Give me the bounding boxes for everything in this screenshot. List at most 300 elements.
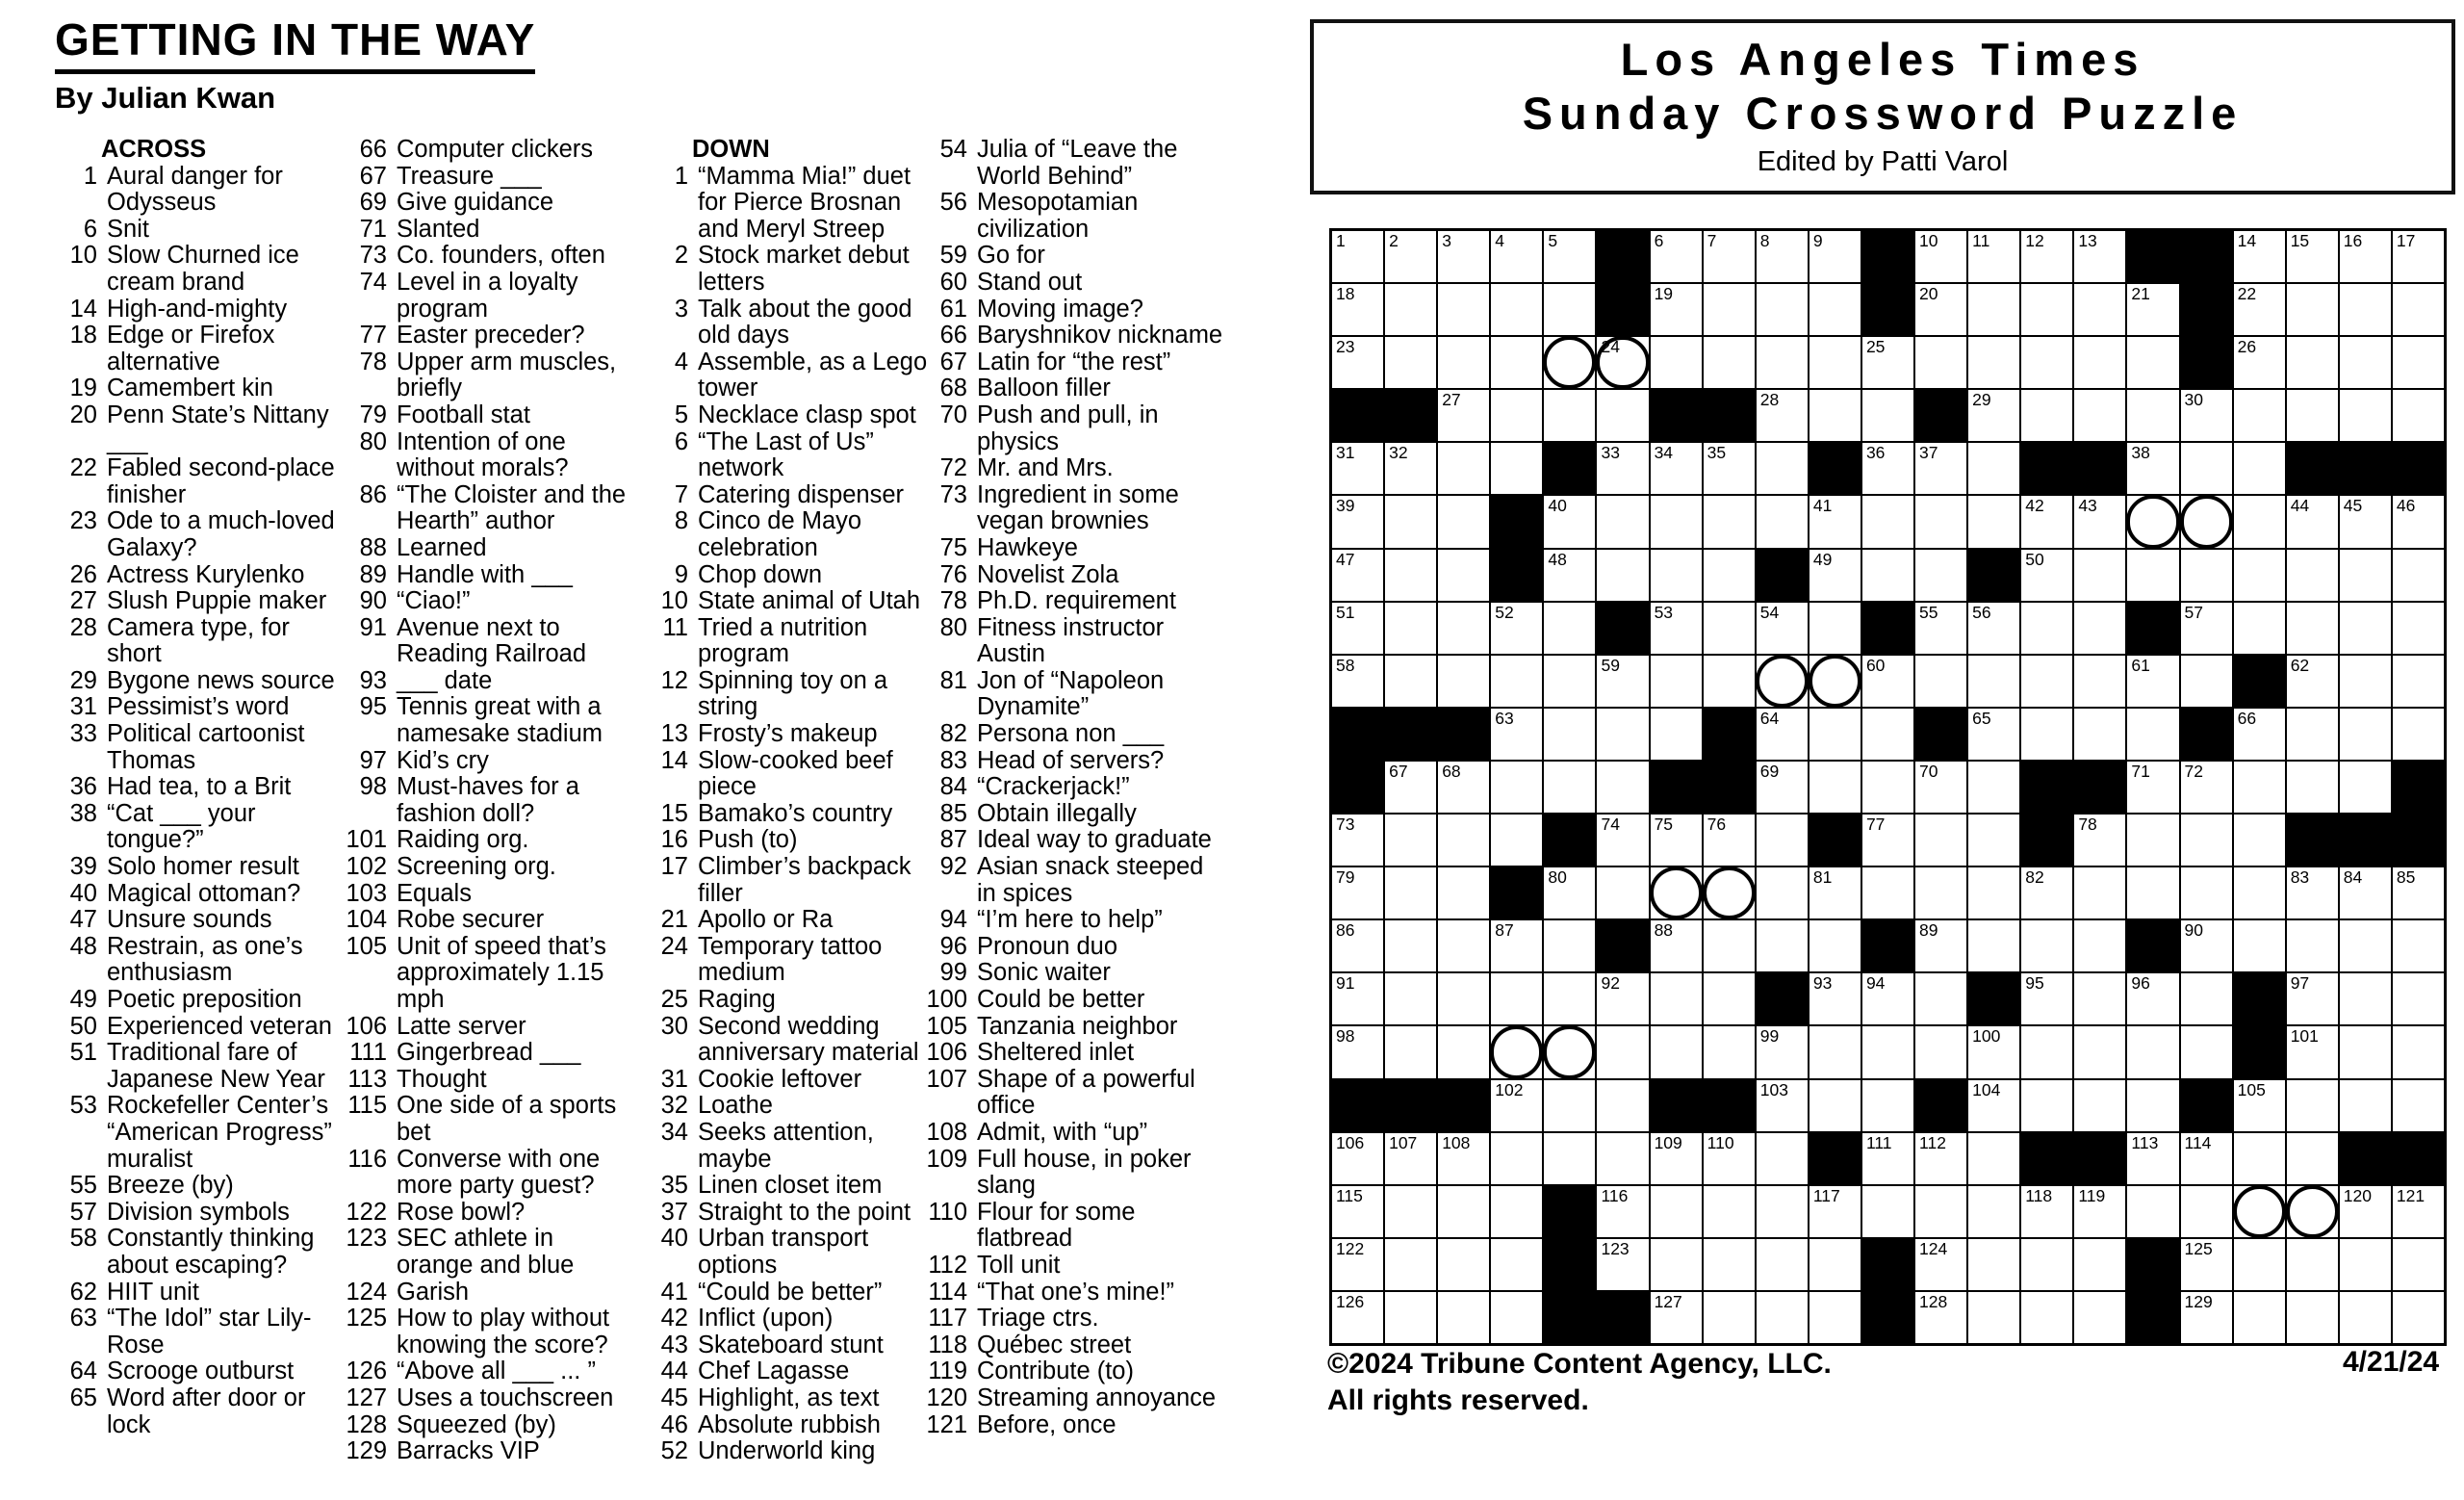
grid-cell-r3c3[interactable]: [1438, 337, 1489, 388]
grid-cell-r8c13[interactable]: [1968, 603, 2019, 654]
grid-cell-r12c11[interactable]: [1862, 815, 1913, 866]
grid-cell-r1c10[interactable]: [1810, 231, 1861, 282]
grid-cell-r15c6[interactable]: [1597, 973, 1648, 1024]
grid-cell-r6c14[interactable]: [2021, 496, 2072, 547]
grid-cell-r18c8[interactable]: [1704, 1133, 1755, 1184]
grid-cell-r11c11[interactable]: [1862, 762, 1913, 813]
grid-cell-r9c15[interactable]: [2074, 656, 2125, 707]
grid-cell-r21c9[interactable]: [1757, 1292, 1808, 1343]
grid-cell-r6c12[interactable]: [1915, 496, 1966, 547]
grid-cell-r4c6[interactable]: [1597, 390, 1648, 441]
grid-cell-r11c12[interactable]: [1915, 762, 1966, 813]
grid-cell-r1c18[interactable]: [2234, 231, 2285, 282]
grid-cell-r7c1[interactable]: [1332, 550, 1383, 601]
grid-cell-r14c12[interactable]: [1915, 920, 1966, 971]
grid-cell-r3c12[interactable]: [1915, 337, 1966, 388]
grid-cell-r4c21[interactable]: [2393, 390, 2444, 441]
grid-cell-r19c12[interactable]: [1915, 1186, 1966, 1237]
grid-cell-r16c15[interactable]: [2074, 1026, 2125, 1077]
grid-cell-r5c9[interactable]: [1757, 443, 1808, 494]
grid-cell-r17c21[interactable]: [2393, 1080, 2444, 1131]
grid-cell-r9c5[interactable]: [1544, 656, 1595, 707]
grid-cell-r20c10[interactable]: [1810, 1239, 1861, 1290]
grid-cell-r10c9[interactable]: [1757, 709, 1808, 760]
grid-cell-r17c4[interactable]: [1491, 1080, 1542, 1131]
grid-cell-r1c14[interactable]: [2021, 231, 2072, 282]
grid-cell-r7c3[interactable]: [1438, 550, 1489, 601]
grid-cell-r10c7[interactable]: [1651, 709, 1702, 760]
grid-cell-r13c19[interactable]: [2287, 867, 2338, 918]
grid-cell-r7c6[interactable]: [1597, 550, 1648, 601]
grid-cell-r4c5[interactable]: [1544, 390, 1595, 441]
grid-cell-r6c19[interactable]: [2287, 496, 2338, 547]
grid-cell-r6c5[interactable]: [1544, 496, 1595, 547]
grid-cell-r11c18[interactable]: [2234, 762, 2285, 813]
grid-cell-r5c2[interactable]: [1385, 443, 1436, 494]
grid-cell-r4c17[interactable]: [2181, 390, 2232, 441]
grid-cell-r17c19[interactable]: [2287, 1080, 2338, 1131]
grid-cell-r13c13[interactable]: [1968, 867, 2019, 918]
grid-cell-r18c18[interactable]: [2234, 1133, 2285, 1184]
grid-cell-r15c8[interactable]: [1704, 973, 1755, 1024]
grid-cell-r1c7[interactable]: [1651, 231, 1702, 282]
grid-cell-r12c8[interactable]: [1704, 815, 1755, 866]
grid-cell-r1c3[interactable]: [1438, 231, 1489, 282]
grid-cell-r18c5[interactable]: [1544, 1133, 1595, 1184]
grid-cell-r13c18[interactable]: [2234, 867, 2285, 918]
grid-cell-r9c14[interactable]: [2021, 656, 2072, 707]
grid-cell-r20c3[interactable]: [1438, 1239, 1489, 1290]
grid-cell-r4c19[interactable]: [2287, 390, 2338, 441]
grid-cell-r21c4[interactable]: [1491, 1292, 1542, 1343]
grid-cell-r13c20[interactable]: [2340, 867, 2391, 918]
grid-cell-r2c2[interactable]: [1385, 284, 1436, 335]
grid-cell-r8c15[interactable]: [2074, 603, 2125, 654]
grid-cell-r12c12[interactable]: [1915, 815, 1966, 866]
grid-cell-r13c12[interactable]: [1915, 867, 1966, 918]
grid-cell-r13c10[interactable]: [1810, 867, 1861, 918]
grid-cell-r21c17[interactable]: [2181, 1292, 2232, 1343]
grid-cell-r9c12[interactable]: [1915, 656, 1966, 707]
grid-cell-r14c5[interactable]: [1544, 920, 1595, 971]
grid-cell-r13c3[interactable]: [1438, 867, 1489, 918]
grid-cell-r5c6[interactable]: [1597, 443, 1648, 494]
grid-cell-r14c21[interactable]: [2393, 920, 2444, 971]
grid-cell-r19c2[interactable]: [1385, 1186, 1436, 1237]
grid-cell-r21c7[interactable]: [1651, 1292, 1702, 1343]
grid-cell-r18c9[interactable]: [1757, 1133, 1808, 1184]
grid-cell-r16c11[interactable]: [1862, 1026, 1913, 1077]
grid-cell-r7c17[interactable]: [2181, 550, 2232, 601]
grid-cell-r13c11[interactable]: [1862, 867, 1913, 918]
grid-cell-r3c21[interactable]: [2393, 337, 2444, 388]
grid-cell-r5c18[interactable]: [2234, 443, 2285, 494]
grid-cell-r3c14[interactable]: [2021, 337, 2072, 388]
grid-cell-r7c10[interactable]: [1810, 550, 1861, 601]
grid-cell-r1c5[interactable]: [1544, 231, 1595, 282]
grid-cell-r10c6[interactable]: [1597, 709, 1648, 760]
grid-cell-r19c4[interactable]: [1491, 1186, 1542, 1237]
grid-cell-r19c1[interactable]: [1332, 1186, 1383, 1237]
grid-cell-r19c17[interactable]: [2181, 1186, 2232, 1237]
grid-cell-r13c2[interactable]: [1385, 867, 1436, 918]
grid-cell-r8c19[interactable]: [2287, 603, 2338, 654]
grid-cell-r9c19[interactable]: [2287, 656, 2338, 707]
grid-cell-r6c6[interactable]: [1597, 496, 1648, 547]
grid-cell-r17c5[interactable]: [1544, 1080, 1595, 1131]
grid-cell-r2c9[interactable]: [1757, 284, 1808, 335]
grid-cell-r14c19[interactable]: [2287, 920, 2338, 971]
grid-cell-r7c11[interactable]: [1862, 550, 1913, 601]
grid-cell-r2c19[interactable]: [2287, 284, 2338, 335]
grid-cell-r12c7[interactable]: [1651, 815, 1702, 866]
grid-cell-r16c13[interactable]: [1968, 1026, 2019, 1077]
grid-cell-r1c20[interactable]: [2340, 231, 2391, 282]
grid-cell-r18c19[interactable]: [2287, 1133, 2338, 1184]
grid-cell-r10c18[interactable]: [2234, 709, 2285, 760]
grid-cell-r16c7[interactable]: [1651, 1026, 1702, 1077]
grid-cell-r14c3[interactable]: [1438, 920, 1489, 971]
grid-cell-r20c1[interactable]: [1332, 1239, 1383, 1290]
grid-cell-r3c19[interactable]: [2287, 337, 2338, 388]
grid-cell-r8c9[interactable]: [1757, 603, 1808, 654]
grid-cell-r9c4[interactable]: [1491, 656, 1542, 707]
grid-cell-r9c2[interactable]: [1385, 656, 1436, 707]
grid-cell-r8c7[interactable]: [1651, 603, 1702, 654]
grid-cell-r16c19[interactable]: [2287, 1026, 2338, 1077]
grid-cell-r14c1[interactable]: [1332, 920, 1383, 971]
grid-cell-r13c1[interactable]: [1332, 867, 1383, 918]
grid-cell-r1c21[interactable]: [2393, 231, 2444, 282]
grid-cell-r6c8[interactable]: [1704, 496, 1755, 547]
grid-cell-r12c2[interactable]: [1385, 815, 1436, 866]
grid-cell-r16c9[interactable]: [1757, 1026, 1808, 1077]
grid-cell-r10c10[interactable]: [1810, 709, 1861, 760]
grid-cell-r10c11[interactable]: [1862, 709, 1913, 760]
grid-cell-r8c18[interactable]: [2234, 603, 2285, 654]
grid-cell-r4c18[interactable]: [2234, 390, 2285, 441]
grid-cell-r3c1[interactable]: [1332, 337, 1383, 388]
grid-cell-r11c5[interactable]: [1544, 762, 1595, 813]
grid-cell-r13c15[interactable]: [2074, 867, 2125, 918]
grid-cell-r19c6[interactable]: [1597, 1186, 1648, 1237]
grid-cell-r21c8[interactable]: [1704, 1292, 1755, 1343]
grid-cell-r2c5[interactable]: [1544, 284, 1595, 335]
grid-cell-r15c4[interactable]: [1491, 973, 1542, 1024]
grid-cell-r6c18[interactable]: [2234, 496, 2285, 547]
grid-cell-r19c11[interactable]: [1862, 1186, 1913, 1237]
grid-cell-r6c3[interactable]: [1438, 496, 1489, 547]
grid-cell-r2c15[interactable]: [2074, 284, 2125, 335]
grid-cell-r19c10[interactable]: [1810, 1186, 1861, 1237]
grid-cell-r16c3[interactable]: [1438, 1026, 1489, 1077]
grid-cell-r16c6[interactable]: [1597, 1026, 1648, 1077]
grid-cell-r20c17[interactable]: [2181, 1239, 2232, 1290]
grid-cell-r10c4[interactable]: [1491, 709, 1542, 760]
grid-cell-r3c8[interactable]: [1704, 337, 1755, 388]
grid-cell-r9c11[interactable]: [1862, 656, 1913, 707]
grid-cell-r6c10[interactable]: [1810, 496, 1861, 547]
grid-cell-r17c14[interactable]: [2021, 1080, 2072, 1131]
grid-cell-r12c3[interactable]: [1438, 815, 1489, 866]
grid-cell-r1c15[interactable]: [2074, 231, 2125, 282]
grid-cell-r16c14[interactable]: [2021, 1026, 2072, 1077]
grid-cell-r20c4[interactable]: [1491, 1239, 1542, 1290]
grid-cell-r7c12[interactable]: [1915, 550, 1966, 601]
grid-cell-r21c13[interactable]: [1968, 1292, 2019, 1343]
grid-cell-r14c10[interactable]: [1810, 920, 1861, 971]
grid-cell-r7c19[interactable]: [2287, 550, 2338, 601]
grid-cell-r6c15[interactable]: [2074, 496, 2125, 547]
grid-cell-r1c13[interactable]: [1968, 231, 2019, 282]
grid-cell-r3c13[interactable]: [1968, 337, 2019, 388]
grid-cell-r8c5[interactable]: [1544, 603, 1595, 654]
grid-cell-r17c11[interactable]: [1862, 1080, 1913, 1131]
grid-cell-r8c8[interactable]: [1704, 603, 1755, 654]
grid-cell-r2c8[interactable]: [1704, 284, 1755, 335]
grid-cell-r15c3[interactable]: [1438, 973, 1489, 1024]
grid-cell-r2c7[interactable]: [1651, 284, 1702, 335]
grid-cell-r16c1[interactable]: [1332, 1026, 1383, 1077]
grid-cell-r7c14[interactable]: [2021, 550, 2072, 601]
grid-cell-r17c6[interactable]: [1597, 1080, 1648, 1131]
grid-cell-r9c10[interactable]: [1810, 656, 1861, 707]
grid-cell-r15c7[interactable]: [1651, 973, 1702, 1024]
grid-cell-r7c18[interactable]: [2234, 550, 2285, 601]
grid-cell-r16c10[interactable]: [1810, 1026, 1861, 1077]
grid-cell-r9c21[interactable]: [2393, 656, 2444, 707]
grid-cell-r15c11[interactable]: [1862, 973, 1913, 1024]
grid-cell-r2c20[interactable]: [2340, 284, 2391, 335]
grid-cell-r6c1[interactable]: [1332, 496, 1383, 547]
grid-cell-r11c6[interactable]: [1597, 762, 1648, 813]
grid-cell-r7c7[interactable]: [1651, 550, 1702, 601]
grid-cell-r6c2[interactable]: [1385, 496, 1436, 547]
grid-cell-r20c12[interactable]: [1915, 1239, 1966, 1290]
grid-cell-r1c2[interactable]: [1385, 231, 1436, 282]
grid-cell-r2c21[interactable]: [2393, 284, 2444, 335]
grid-cell-r4c11[interactable]: [1862, 390, 1913, 441]
grid-cell-r13c17[interactable]: [2181, 867, 2232, 918]
grid-cell-r3c16[interactable]: [2127, 337, 2178, 388]
grid-cell-r16c5[interactable]: [1544, 1026, 1595, 1077]
grid-cell-r17c13[interactable]: [1968, 1080, 2019, 1131]
grid-cell-r16c21[interactable]: [2393, 1026, 2444, 1077]
grid-cell-r17c10[interactable]: [1810, 1080, 1861, 1131]
grid-cell-r20c18[interactable]: [2234, 1239, 2285, 1290]
grid-cell-r13c5[interactable]: [1544, 867, 1595, 918]
grid-cell-r4c9[interactable]: [1757, 390, 1808, 441]
grid-cell-r8c12[interactable]: [1915, 603, 1966, 654]
grid-cell-r16c8[interactable]: [1704, 1026, 1755, 1077]
grid-cell-r7c20[interactable]: [2340, 550, 2391, 601]
grid-cell-r19c8[interactable]: [1704, 1186, 1755, 1237]
grid-cell-r7c21[interactable]: [2393, 550, 2444, 601]
grid-cell-r9c1[interactable]: [1332, 656, 1383, 707]
grid-cell-r15c10[interactable]: [1810, 973, 1861, 1024]
grid-cell-r12c16[interactable]: [2127, 815, 2178, 866]
grid-cell-r17c9[interactable]: [1757, 1080, 1808, 1131]
grid-cell-r14c13[interactable]: [1968, 920, 2019, 971]
grid-cell-r11c20[interactable]: [2340, 762, 2391, 813]
grid-cell-r2c13[interactable]: [1968, 284, 2019, 335]
grid-cell-r19c19[interactable]: [2287, 1186, 2338, 1237]
grid-cell-r1c9[interactable]: [1757, 231, 1808, 282]
grid-cell-r6c21[interactable]: [2393, 496, 2444, 547]
grid-cell-r7c2[interactable]: [1385, 550, 1436, 601]
grid-cell-r5c12[interactable]: [1915, 443, 1966, 494]
grid-cell-r14c2[interactable]: [1385, 920, 1436, 971]
grid-cell-r6c11[interactable]: [1862, 496, 1913, 547]
grid-cell-r21c19[interactable]: [2287, 1292, 2338, 1343]
grid-cell-r19c21[interactable]: [2393, 1186, 2444, 1237]
grid-cell-r15c12[interactable]: [1915, 973, 1966, 1024]
grid-cell-r14c14[interactable]: [2021, 920, 2072, 971]
grid-cell-r21c12[interactable]: [1915, 1292, 1966, 1343]
grid-cell-r20c15[interactable]: [2074, 1239, 2125, 1290]
grid-cell-r9c20[interactable]: [2340, 656, 2391, 707]
grid-cell-r18c6[interactable]: [1597, 1133, 1648, 1184]
grid-cell-r15c15[interactable]: [2074, 973, 2125, 1024]
grid-cell-r18c11[interactable]: [1862, 1133, 1913, 1184]
grid-cell-r21c10[interactable]: [1810, 1292, 1861, 1343]
grid-cell-r12c15[interactable]: [2074, 815, 2125, 866]
grid-cell-r18c2[interactable]: [1385, 1133, 1436, 1184]
grid-cell-r18c16[interactable]: [2127, 1133, 2178, 1184]
grid-cell-r5c13[interactable]: [1968, 443, 2019, 494]
grid-cell-r9c8[interactable]: [1704, 656, 1755, 707]
grid-cell-r13c16[interactable]: [2127, 867, 2178, 918]
grid-cell-r8c10[interactable]: [1810, 603, 1861, 654]
grid-cell-r3c15[interactable]: [2074, 337, 2125, 388]
grid-cell-r19c14[interactable]: [2021, 1186, 2072, 1237]
grid-cell-r17c20[interactable]: [2340, 1080, 2391, 1131]
grid-cell-r5c17[interactable]: [2181, 443, 2232, 494]
grid-cell-r2c3[interactable]: [1438, 284, 1489, 335]
grid-cell-r3c20[interactable]: [2340, 337, 2391, 388]
grid-cell-r21c14[interactable]: [2021, 1292, 2072, 1343]
grid-cell-r12c17[interactable]: [2181, 815, 2232, 866]
grid-cell-r14c18[interactable]: [2234, 920, 2285, 971]
grid-cell-r13c7[interactable]: [1651, 867, 1702, 918]
grid-cell-r17c15[interactable]: [2074, 1080, 2125, 1131]
grid-cell-r13c14[interactable]: [2021, 867, 2072, 918]
grid-cell-r5c11[interactable]: [1862, 443, 1913, 494]
grid-cell-r11c3[interactable]: [1438, 762, 1489, 813]
grid-cell-r5c8[interactable]: [1704, 443, 1755, 494]
grid-cell-r3c18[interactable]: [2234, 337, 2285, 388]
grid-cell-r20c6[interactable]: [1597, 1239, 1648, 1290]
grid-cell-r21c2[interactable]: [1385, 1292, 1436, 1343]
grid-cell-r3c5[interactable]: [1544, 337, 1595, 388]
grid-cell-r8c3[interactable]: [1438, 603, 1489, 654]
grid-cell-r2c10[interactable]: [1810, 284, 1861, 335]
grid-cell-r2c14[interactable]: [2021, 284, 2072, 335]
grid-cell-r12c6[interactable]: [1597, 815, 1648, 866]
grid-cell-r9c16[interactable]: [2127, 656, 2178, 707]
grid-cell-r3c7[interactable]: [1651, 337, 1702, 388]
grid-cell-r8c17[interactable]: [2181, 603, 2232, 654]
grid-cell-r21c3[interactable]: [1438, 1292, 1489, 1343]
grid-cell-r10c20[interactable]: [2340, 709, 2391, 760]
grid-cell-r9c7[interactable]: [1651, 656, 1702, 707]
grid-cell-r14c9[interactable]: [1757, 920, 1808, 971]
grid-cell-r13c6[interactable]: [1597, 867, 1648, 918]
grid-cell-r6c16[interactable]: [2127, 496, 2178, 547]
grid-cell-r3c10[interactable]: [1810, 337, 1861, 388]
grid-cell-r6c20[interactable]: [2340, 496, 2391, 547]
grid-cell-r3c2[interactable]: [1385, 337, 1436, 388]
grid-cell-r3c9[interactable]: [1757, 337, 1808, 388]
grid-cell-r14c15[interactable]: [2074, 920, 2125, 971]
grid-cell-r11c16[interactable]: [2127, 762, 2178, 813]
grid-cell-r11c2[interactable]: [1385, 762, 1436, 813]
grid-cell-r13c9[interactable]: [1757, 867, 1808, 918]
grid-cell-r8c4[interactable]: [1491, 603, 1542, 654]
grid-cell-r15c14[interactable]: [2021, 973, 2072, 1024]
grid-cell-r19c15[interactable]: [2074, 1186, 2125, 1237]
grid-cell-r17c18[interactable]: [2234, 1080, 2285, 1131]
grid-cell-r14c8[interactable]: [1704, 920, 1755, 971]
grid-cell-r4c3[interactable]: [1438, 390, 1489, 441]
grid-cell-r7c5[interactable]: [1544, 550, 1595, 601]
grid-cell-r10c15[interactable]: [2074, 709, 2125, 760]
grid-cell-r14c17[interactable]: [2181, 920, 2232, 971]
grid-cell-r18c7[interactable]: [1651, 1133, 1702, 1184]
grid-cell-r11c13[interactable]: [1968, 762, 2019, 813]
grid-cell-r19c3[interactable]: [1438, 1186, 1489, 1237]
grid-cell-r19c18[interactable]: [2234, 1186, 2285, 1237]
grid-cell-r10c5[interactable]: [1544, 709, 1595, 760]
grid-cell-r16c12[interactable]: [1915, 1026, 1966, 1077]
grid-cell-r19c13[interactable]: [1968, 1186, 2019, 1237]
grid-cell-r15c19[interactable]: [2287, 973, 2338, 1024]
grid-cell-r20c8[interactable]: [1704, 1239, 1755, 1290]
grid-cell-r15c16[interactable]: [2127, 973, 2178, 1024]
grid-cell-r14c7[interactable]: [1651, 920, 1702, 971]
grid-cell-r3c4[interactable]: [1491, 337, 1542, 388]
grid-cell-r15c5[interactable]: [1544, 973, 1595, 1024]
grid-cell-r11c17[interactable]: [2181, 762, 2232, 813]
grid-cell-r16c16[interactable]: [2127, 1026, 2178, 1077]
grid-cell-r13c21[interactable]: [2393, 867, 2444, 918]
grid-cell-r2c12[interactable]: [1915, 284, 1966, 335]
grid-cell-r4c13[interactable]: [1968, 390, 2019, 441]
grid-cell-r9c9[interactable]: [1757, 656, 1808, 707]
grid-cell-r14c4[interactable]: [1491, 920, 1542, 971]
grid-cell-r9c13[interactable]: [1968, 656, 2019, 707]
grid-cell-r20c21[interactable]: [2393, 1239, 2444, 1290]
grid-cell-r6c17[interactable]: [2181, 496, 2232, 547]
grid-cell-r14c20[interactable]: [2340, 920, 2391, 971]
grid-cell-r20c13[interactable]: [1968, 1239, 2019, 1290]
grid-cell-r15c17[interactable]: [2181, 973, 2232, 1024]
grid-cell-r9c3[interactable]: [1438, 656, 1489, 707]
grid-cell-r2c1[interactable]: [1332, 284, 1383, 335]
grid-cell-r11c10[interactable]: [1810, 762, 1861, 813]
grid-cell-r20c7[interactable]: [1651, 1239, 1702, 1290]
grid-cell-r6c9[interactable]: [1757, 496, 1808, 547]
grid-cell-r5c4[interactable]: [1491, 443, 1542, 494]
grid-cell-r18c12[interactable]: [1915, 1133, 1966, 1184]
grid-cell-r12c9[interactable]: [1757, 815, 1808, 866]
grid-cell-r4c16[interactable]: [2127, 390, 2178, 441]
grid-cell-r21c1[interactable]: [1332, 1292, 1383, 1343]
grid-cell-r6c7[interactable]: [1651, 496, 1702, 547]
grid-cell-r21c21[interactable]: [2393, 1292, 2444, 1343]
grid-cell-r17c16[interactable]: [2127, 1080, 2178, 1131]
grid-cell-r10c13[interactable]: [1968, 709, 2019, 760]
